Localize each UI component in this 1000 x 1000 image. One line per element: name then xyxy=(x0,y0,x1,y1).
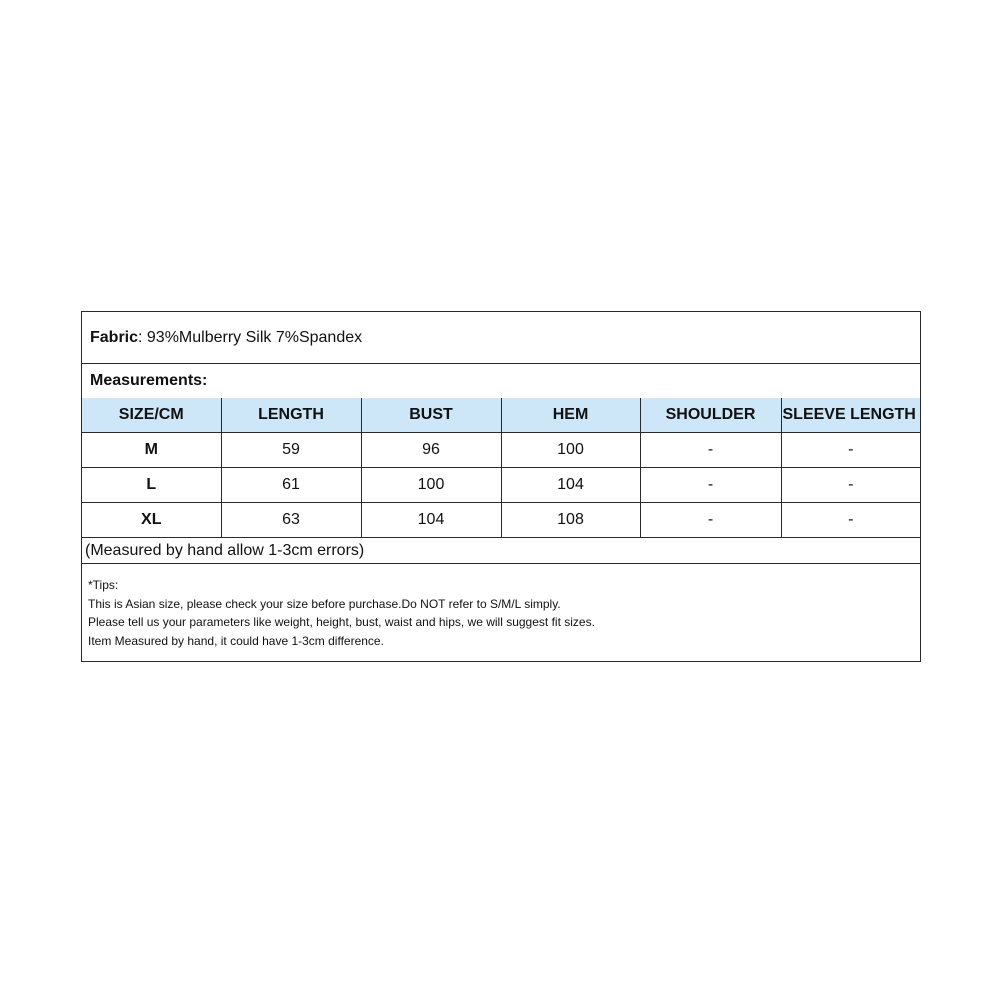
fabric-label: Fabric xyxy=(90,328,139,346)
header-size: SIZE/CM xyxy=(82,398,221,433)
tips-block xyxy=(82,564,920,650)
cell-size: L xyxy=(82,468,221,503)
cell-sleeve-length: - xyxy=(781,503,920,538)
cell-bust: 100 xyxy=(361,468,501,503)
tips-line: Please tell us your parameters like weight, height, bust, waist and hips, we will suggest fit sizes. xyxy=(88,615,595,629)
tips-line: Item Measured by hand, it could have 1-3cm difference. xyxy=(88,633,384,648)
cell-hem: 100 xyxy=(501,433,640,468)
cell-bust: 104 xyxy=(361,503,501,538)
tips-line: This is Asian size, please check your size before purchase.Do NOT refer to S/M/L simply. xyxy=(88,596,561,611)
cell-sleeve-length: - xyxy=(781,468,920,503)
cell-size: M xyxy=(82,433,221,468)
cell-shoulder: - xyxy=(640,503,781,538)
fabric-line xyxy=(82,312,920,363)
size-table xyxy=(82,398,920,538)
tips-heading: *Tips: xyxy=(88,578,119,592)
table-row xyxy=(82,433,920,468)
cell-sleeve-length: - xyxy=(781,433,920,468)
table-row xyxy=(82,468,920,503)
measurements-label: Measurements: xyxy=(90,371,208,389)
cell-length: 61 xyxy=(221,468,361,503)
table-header-row xyxy=(82,398,920,433)
cell-length: 59 xyxy=(221,433,361,468)
cell-bust: 96 xyxy=(361,433,501,468)
header-bust: BUST xyxy=(361,398,501,433)
cell-hem: 104 xyxy=(501,468,640,503)
header-length: LENGTH xyxy=(221,398,361,433)
cell-hem: 108 xyxy=(501,503,640,538)
fabric-value: : 93%Mulberry Silk 7%Spandex xyxy=(138,328,363,346)
measurement-note: (Measured by hand allow 1-3cm errors) xyxy=(85,542,365,559)
table-row xyxy=(82,503,920,538)
cell-shoulder: - xyxy=(640,468,781,503)
cell-size: XL xyxy=(82,503,221,538)
cell-length: 63 xyxy=(221,503,361,538)
size-chart xyxy=(81,311,921,662)
header-hem: HEM xyxy=(501,398,640,433)
header-sleeve-length: SLEEVE LENGTH xyxy=(781,398,920,433)
cell-shoulder: - xyxy=(640,433,781,468)
header-shoulder: SHOULDER xyxy=(640,398,781,433)
